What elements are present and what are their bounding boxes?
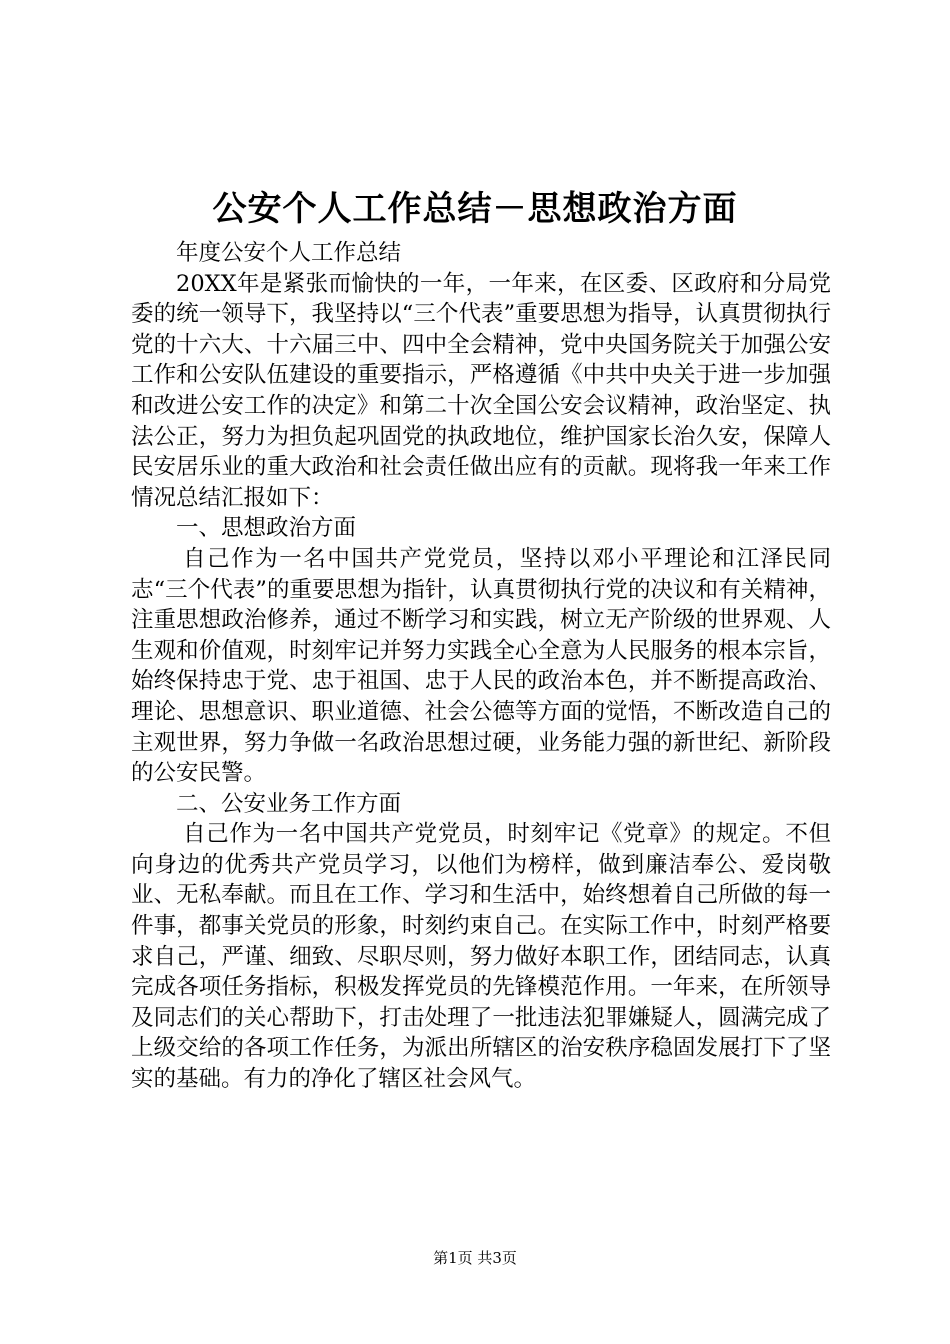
paragraph-intro: 20XX年是紧张而愉快的一年，一年来，在区委、区政府和分局党委的统一领导下，我坚持以“三个代表”重要思想为指导，认真贯彻执行党的十六大、十六届三中、四中全会精神，党中央国务院关于加强公安工作和公安队伍建设的重要指示，严格遵循《中共中央关于进一步加强和改进公安工作的决定》和第二十次全国公安会议精神，政治坚定、执法公正，努力为担负起巩固党的执政地位，维护国家长治久安，保障人民安居乐业的重大政治和社会责任做出应有的贡献。现将我一年来工作情况总结汇报如下： [131,270,831,511]
paragraph-political: 自己作为一名中国共产党党员，坚持以邓小平理论和江泽民同志“三个代表”的重要思想为指针，认真贯彻执行党的决议和有关精神，注重思想政治修养，通过不断学习和实践，树立无产阶级的世界观、人生观和价值观，时刻牢记并努力实践全心全意为人民服务的根本宗旨，始终保持忠于党、忠于祖国、忠于人民的政治本色，并不断提高政治、理论、思想意识、职业道德、社会公德等方面的觉悟，不断改造自己的主观世界，努力争做一名政治思想过硬，业务能力强的新世纪、新阶段的公安民警。 [131,545,831,787]
paragraph-business: 自己作为一名中国共产党党员，时刻牢记《党章》的规定。不但向身边的优秀共产党员学习，以他们为榜样，做到廉洁奉公、爱岗敬业、无私奉献。而且在工作、学习和生活中，始终想着自己所做的每一件事，都事关党员的形象，时刻约束自己。在实际工作中，时刻严格要求自己，严谨、细致、尽职尽则，努力做好本职工作，团结同志，认真完成各项任务指标，积极发挥党员的先锋模范作用。一年来，在所领导及同志们的关心帮助下，打击处理了一批违法犯罪嫌疑人，圆满完成了上级交给的各项工作任务，为派出所辖区的治安秩序稳固发展打下了坚实的基础。有力的净化了辖区社会风气。 [131,821,831,1093]
document-body [131,238,831,1095]
section-heading-political: 一、思想政治方面 [176,515,357,542]
section-heading-business: 二、公安业务工作方面 [176,790,402,817]
paragraph-subtitle: 年度公安个人工作总结 [176,240,402,266]
document-title: 公安个人工作总结－思想政治方面 [212,189,738,229]
page-footer: 第1页 共3页 [433,1249,517,1267]
